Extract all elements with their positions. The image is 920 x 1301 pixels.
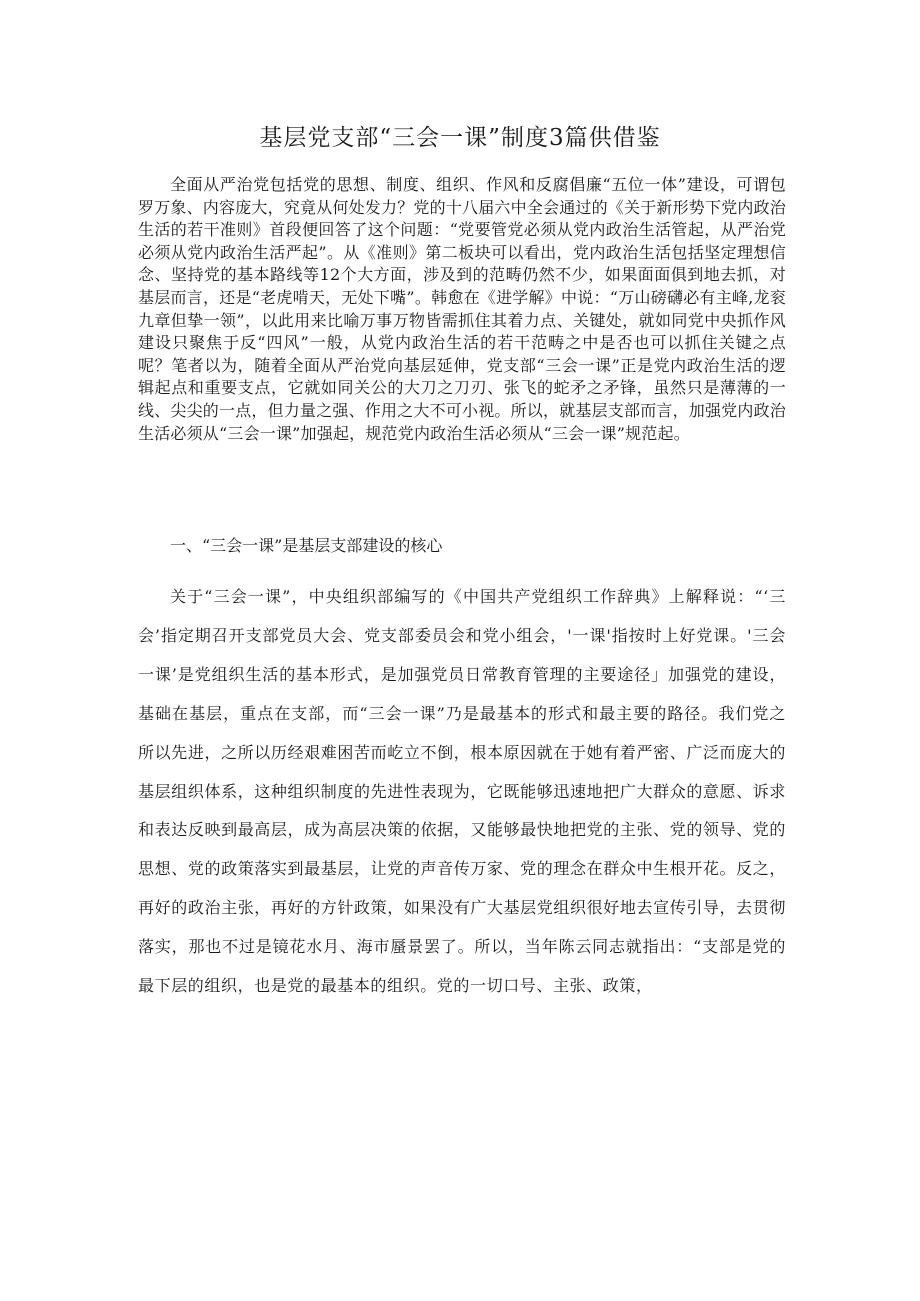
document-title: 基层党支部“三会一课”制度3篇供借鉴 [259,125,661,151]
section-heading: 一、“三会一课”是基层支部建设的核心 [170,536,443,555]
intro-paragraph: 全面从严治党包括党的思想、制度、组织、作风和反腐倡廉“五位一体”建设，可谓包罗万象、内容庞大，究竟从何处发力？党的十八届六中全会通过的《关于新形势下党内政治生活的若干准则》首段便回答了这个问题：“党要管党必须从党内政治生活管起，从严治党必须从党内政治生活严起”。从《准则》第二板块可以看出，党内政治生活包括坚定理想信念、坚持党的基本路线等12个大方面，涉及到的范畴仍然不少，如果面面俱到地去抓，对基层而言，还是“老虎啃天，无处下嘴”。韩愈在《进学解》中说：“万山磅礴必有主峰,龙衮九章但挚一领”，以此用来比喻万事万物皆需抓住其着力点、关键处，就如同党中央抓作风建设只聚焦于反“四风”一般，从党内政治生活的若干范畴之中是否也可以抓住关键之点呢？笔者以为，随着全面从严治党向基层延伸，党支部“三会一课”正是党内政治生活的逻辑起点和重要支点，它就如同关公的大刀之刀刃、张飞的蛇矛之矛锋，虽然只是薄薄的一线、尖尖的一点，但力量之强、作用之大不可小视。所以，就基层支部而言，加强党内政治生活必须从“三会一课”加强起，规范党内政治生活必须从“三会一课”规范起。 [138,175,787,443]
body-paragraph: 关于“三会一课”，中央组织部编写的《中国共产党组织工作辞典》上解释说：“‘三会’指定期召开支部党员大会、党支部委员会和党小组会，'一课'指按时上好党课。'三会一课’是党组织生活的基本形式，是加强党员日常教育管理的主要途径」加强党的建设，基础在基层，重点在支部，而“三会一课”乃是最基本的形式和最主要的路径。我们党之所以先进，之所以历经艰难困苦而屹立不倒，根本原因就在于她有着严密、广泛而庞大的基层组织体系，这种组织制度的先进性表现为，它既能够迅速地把广大群众的意愿、诉求和表达反映到最高层，成为高层决策的依据，又能够最快地把党的主张、党的领导、党的思想、党的政策落实到最基层，让党的声音传万家、党的理念在群众中生根开花。反之，再好的政治主张，再好的方针政策，如果没有广大基层党组织很好地去宣传引导，去贯彻落实，那也不过是镜花水月、海市蜃景罢了。所以，当年陈云同志就指出：“支部是党的最下层的组织，也是党的最基本的组织。党的一切口号、主张、政策， [138,587,786,996]
